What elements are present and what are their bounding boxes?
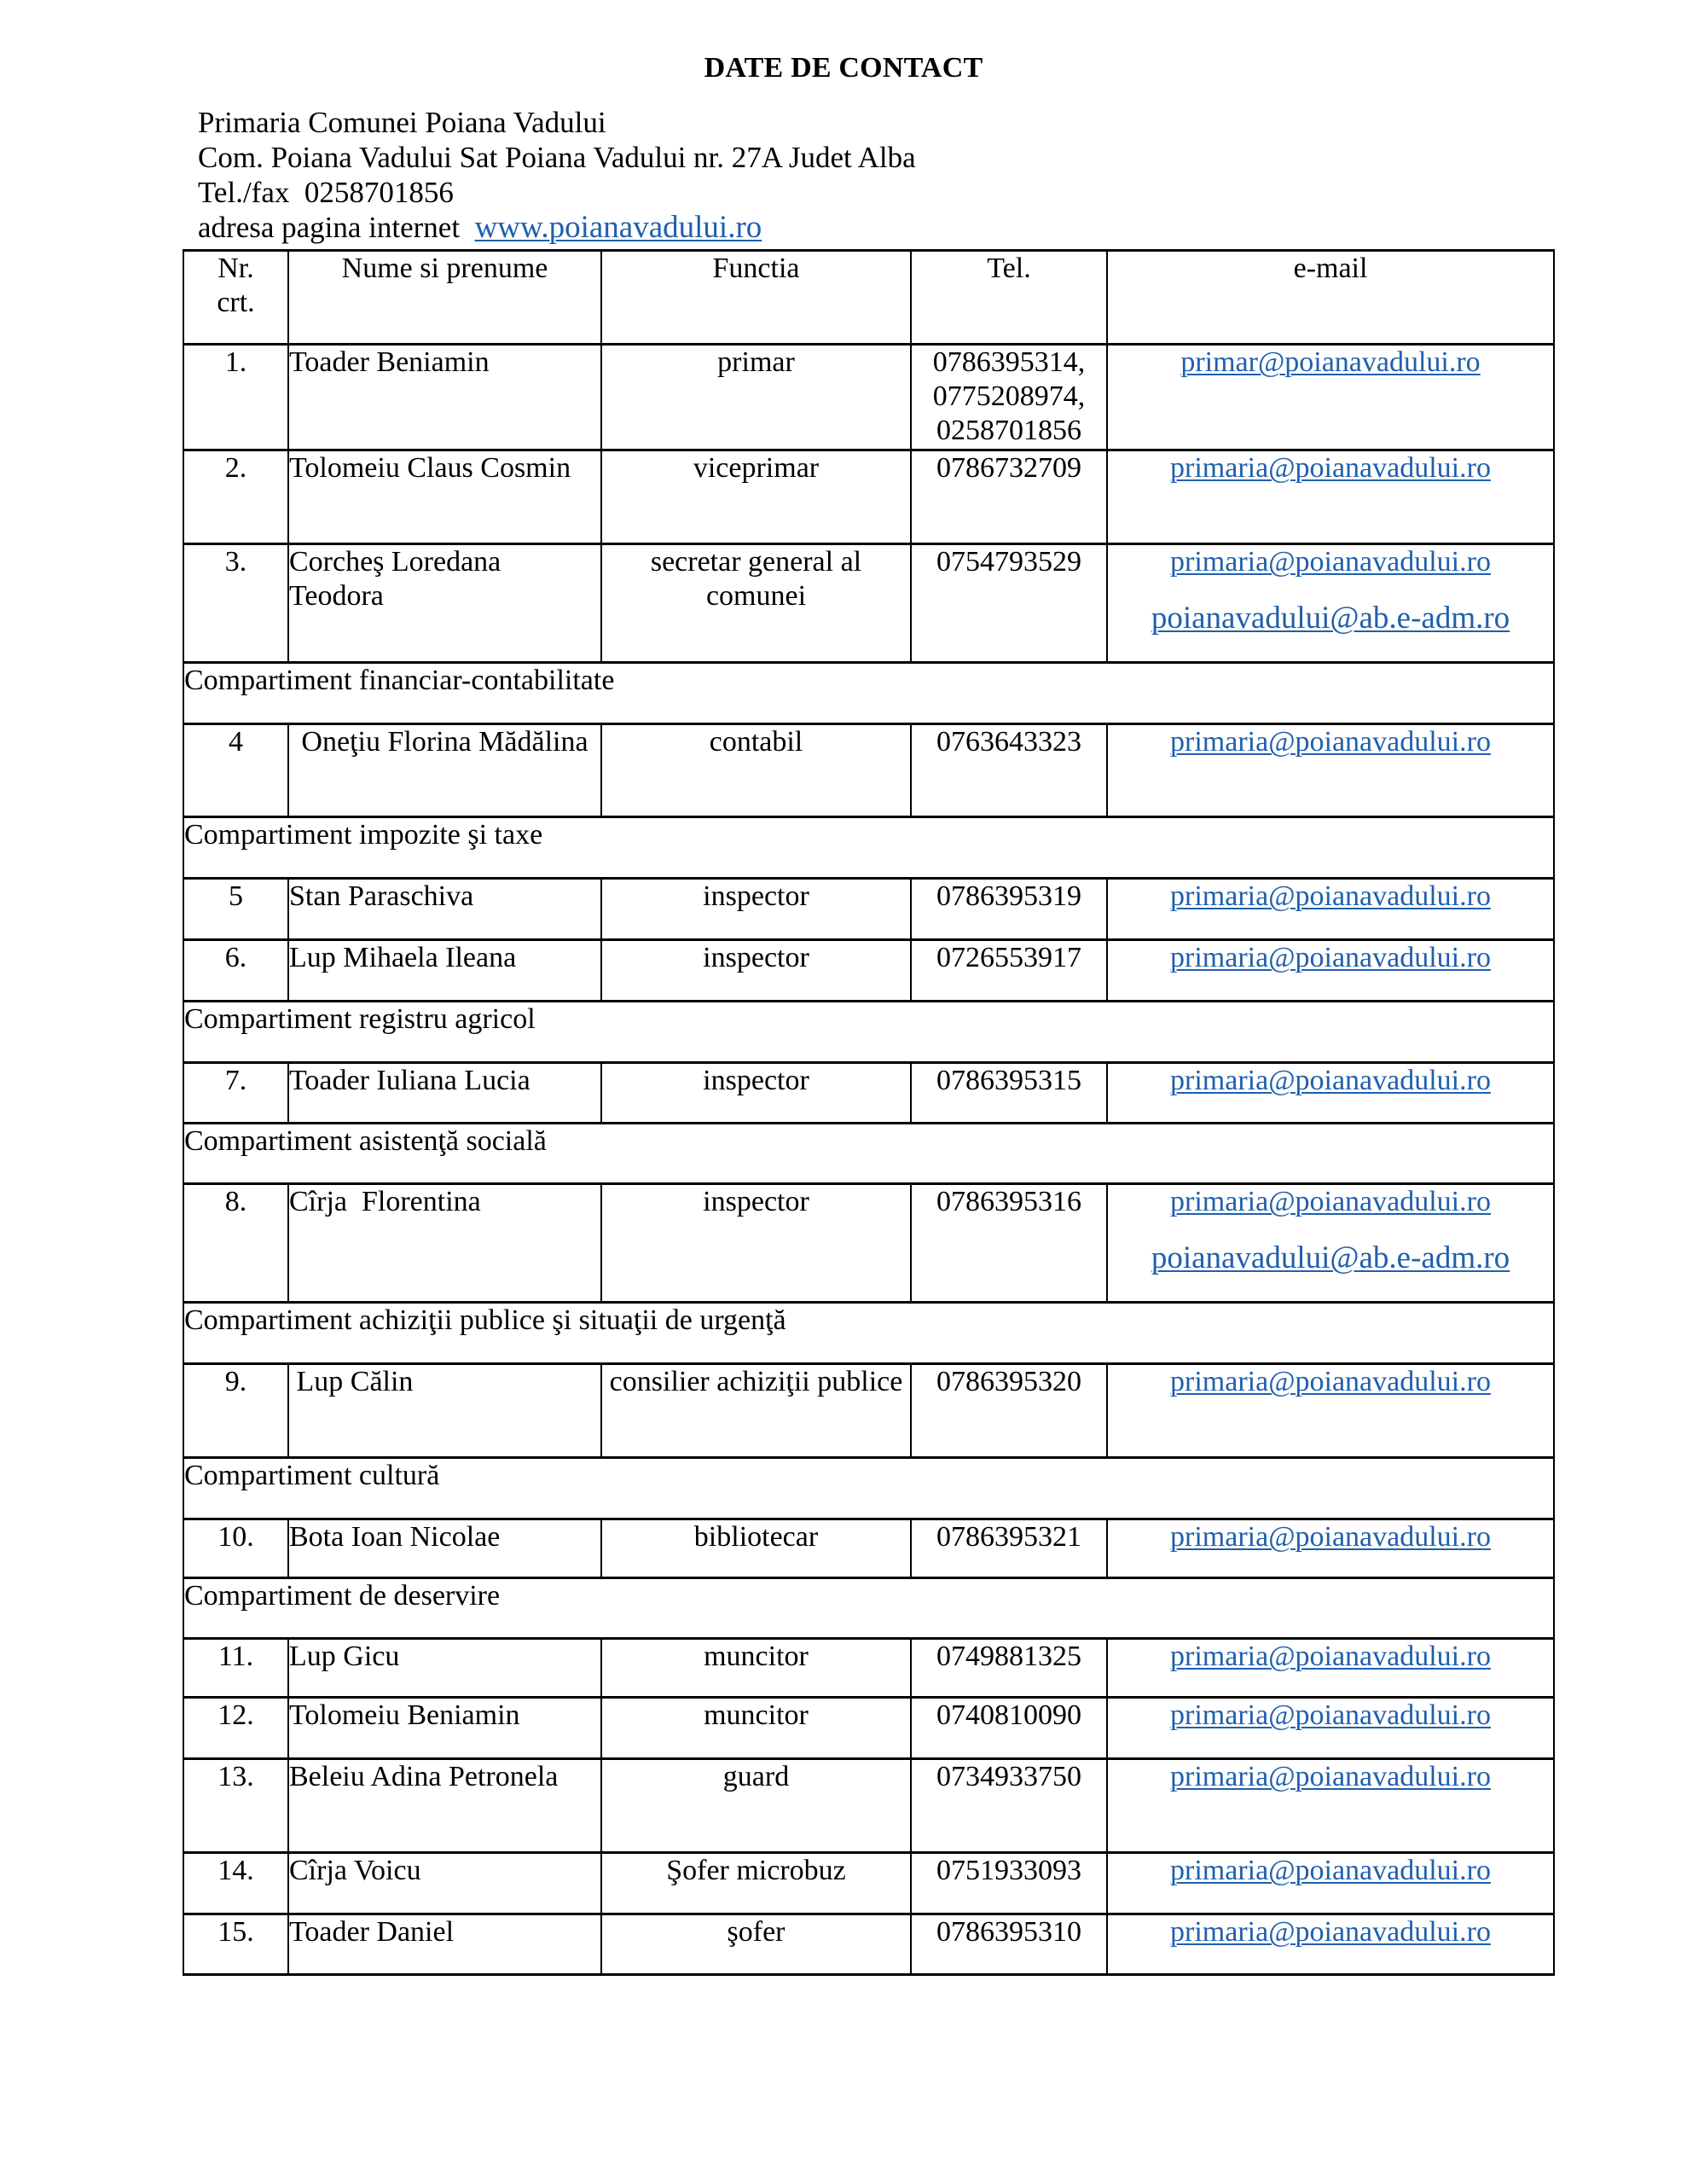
table-header-row [183, 251, 1554, 345]
email-link[interactable]: primar@poianavadului.ro [1180, 346, 1481, 378]
table-row [183, 544, 1554, 663]
row-number: 5 [183, 879, 288, 940]
section-header-row [183, 1458, 1554, 1519]
email-link[interactable]: primaria@poianavadului.ro [1170, 726, 1491, 758]
employee-phone [911, 879, 1107, 940]
employee-phone [911, 940, 1107, 1002]
employee-name: Lup Călin [288, 1364, 601, 1458]
table-row [183, 1184, 1554, 1303]
phone-number: 0726553917 [936, 942, 1081, 973]
employee-email [1107, 1063, 1554, 1124]
email-link[interactable]: primaria@poianavadului.ro [1170, 452, 1491, 484]
employee-function: guard [601, 1759, 911, 1853]
employee-function: contabil [601, 724, 911, 817]
header-email: e-mail [1107, 251, 1554, 345]
table-row [183, 1063, 1554, 1124]
employee-name: Tolomeiu Claus Cosmin [288, 450, 601, 544]
employee-name: Lup Gicu [288, 1639, 601, 1698]
section-header-row [183, 1303, 1554, 1364]
organization-name: Primaria Comunei Poiana Vadului [198, 106, 606, 139]
table-row [183, 1519, 1554, 1578]
email-link[interactable]: primaria@poianavadului.ro [1170, 1855, 1491, 1886]
employee-name: Tolomeiu Beniamin [288, 1698, 601, 1759]
employee-email [1107, 724, 1554, 817]
row-number: 12. [183, 1698, 288, 1759]
section-header-row [183, 817, 1554, 879]
section-header-row [183, 1124, 1554, 1184]
phone-number: 0749881325 [936, 1641, 1081, 1672]
page-title: DATE DE CONTACT [704, 52, 983, 84]
employee-name: Oneţiu Florina Mădălina [288, 724, 601, 817]
header-nr-line2: crt. [217, 287, 255, 318]
table-row [183, 345, 1554, 450]
table-row [183, 1639, 1554, 1698]
employee-phone [911, 345, 1107, 450]
row-number: 6. [183, 940, 288, 1002]
section-header-row [183, 1578, 1554, 1639]
employee-phone [911, 1759, 1107, 1853]
section-title: Compartiment de deservire [183, 1578, 1554, 1639]
phone-number: 0786395310 [936, 1916, 1081, 1948]
email-link[interactable]: primaria@poianavadului.ro [1170, 942, 1491, 973]
employee-function: muncitor [601, 1698, 911, 1759]
employee-email [1107, 1519, 1554, 1578]
header-function: Functia [601, 251, 911, 345]
section-title: Compartiment impozite şi taxe [183, 817, 1554, 879]
employee-name: Corcheş Loredana Teodora [288, 544, 601, 663]
header-nr-line1: Nr. [217, 253, 254, 284]
phone-number: 0751933093 [936, 1855, 1081, 1886]
employee-email [1107, 1364, 1554, 1458]
employee-function: şofer [601, 1914, 911, 1975]
employee-email [1107, 345, 1554, 450]
employee-phone [911, 450, 1107, 544]
row-number: 1. [183, 345, 288, 450]
employee-name: Toader Daniel [288, 1914, 601, 1975]
email-link[interactable]: primaria@poianavadului.ro [1170, 1761, 1491, 1792]
email-link[interactable]: poianavadului@ab.e-adm.ro [1151, 1240, 1510, 1275]
table-row [183, 1914, 1554, 1975]
website-link[interactable]: www.poianavadului.ro [474, 210, 762, 245]
employee-name: Beleiu Adina Petronela [288, 1759, 601, 1853]
row-number: 10. [183, 1519, 288, 1578]
email-link[interactable]: primaria@poianavadului.ro [1170, 546, 1491, 578]
employee-name: Lup Mihaela Ileana [288, 940, 601, 1002]
header-tel: Tel. [911, 251, 1107, 345]
table-row [183, 724, 1554, 817]
employee-email [1107, 1184, 1554, 1303]
email-link[interactable]: poianavadului@ab.e-adm.ro [1151, 601, 1510, 636]
employee-name: Cîrja Voicu [288, 1853, 601, 1914]
email-link[interactable]: primaria@poianavadului.ro [1170, 1366, 1491, 1397]
phone-number: 0754793529 [936, 546, 1081, 578]
employee-phone [911, 1698, 1107, 1759]
phone-number: 0786395316 [936, 1186, 1081, 1217]
employee-phone [911, 1364, 1107, 1458]
row-number: 3. [183, 544, 288, 663]
employee-phone [911, 1184, 1107, 1303]
employee-name: Cîrja Florentina [288, 1184, 601, 1303]
row-number: 11. [183, 1639, 288, 1698]
row-number: 8. [183, 1184, 288, 1303]
phone-number: 0763643323 [936, 726, 1081, 758]
row-number: 4 [183, 724, 288, 817]
table-row [183, 1853, 1554, 1914]
employee-phone [911, 1639, 1107, 1698]
phone-number: 0258701856 [936, 415, 1081, 446]
phone-number: 0740810090 [936, 1699, 1081, 1731]
organization-info [198, 105, 916, 245]
employee-email [1107, 1853, 1554, 1914]
phone-number: 0786732709 [936, 452, 1081, 484]
row-number: 15. [183, 1914, 288, 1975]
section-header-row [183, 1002, 1554, 1063]
email-link[interactable]: primaria@poianavadului.ro [1170, 1065, 1491, 1096]
row-number: 13. [183, 1759, 288, 1853]
table-row [183, 1364, 1554, 1458]
table-row [183, 1759, 1554, 1853]
employee-function: viceprimar [601, 450, 911, 544]
employee-function: consilier achiziţii publice [601, 1364, 911, 1458]
employee-email [1107, 879, 1554, 940]
employee-name: Toader Beniamin [288, 345, 601, 450]
employee-function: bibliotecar [601, 1519, 911, 1578]
employee-email [1107, 940, 1554, 1002]
phone-number: 0734933750 [936, 1761, 1081, 1792]
email-link[interactable]: primaria@poianavadului.ro [1170, 1186, 1491, 1217]
phone-number: 0786395314, [932, 346, 1086, 378]
section-title: Compartiment cultură [183, 1458, 1554, 1519]
employee-email [1107, 1914, 1554, 1975]
employee-phone [911, 1519, 1107, 1578]
employee-phone [911, 1063, 1107, 1124]
website-label: adresa pagina internet [198, 211, 475, 244]
row-number: 2. [183, 450, 288, 544]
email-link[interactable]: primaria@poianavadului.ro [1170, 1641, 1491, 1672]
employee-function: secretar general al comunei [601, 544, 911, 663]
email-link[interactable]: primaria@poianavadului.ro [1170, 880, 1491, 912]
employee-email [1107, 450, 1554, 544]
contacts-table [183, 249, 1555, 1976]
organization-website-line [198, 210, 916, 245]
phone-number: 0786395320 [936, 1366, 1081, 1397]
employee-phone [911, 1914, 1107, 1975]
employee-function: inspector [601, 879, 911, 940]
employee-phone [911, 544, 1107, 663]
employee-function: inspector [601, 1063, 911, 1124]
header-nr [183, 251, 288, 345]
employee-email [1107, 1759, 1554, 1853]
organization-address: Com. Poiana Vadului Sat Poiana Vadului nr. 27A Judet Alba [198, 141, 916, 174]
employee-function: muncitor [601, 1639, 911, 1698]
phone-number: 0786395319 [936, 880, 1081, 912]
section-title: Compartiment registru agricol [183, 1002, 1554, 1063]
employee-name: Bota Ioan Nicolae [288, 1519, 601, 1578]
email-link[interactable]: primaria@poianavadului.ro [1170, 1916, 1491, 1948]
employee-email [1107, 1698, 1554, 1759]
phone-number: 0775208974, [932, 380, 1086, 412]
employee-name: Toader Iuliana Lucia [288, 1063, 601, 1124]
section-title: Compartiment financiar-contabilitate [183, 663, 1554, 724]
table-row [183, 879, 1554, 940]
section-header-row [183, 663, 1554, 724]
table-row [183, 940, 1554, 1002]
table-row [183, 1698, 1554, 1759]
header-name: Nume si prenume [288, 251, 601, 345]
phone-number: 0786395315 [936, 1065, 1081, 1096]
row-number: 14. [183, 1853, 288, 1914]
email-link[interactable]: primaria@poianavadului.ro [1170, 1521, 1491, 1553]
employee-email [1107, 1639, 1554, 1698]
section-title: Compartiment asistenţă socială [183, 1124, 1554, 1184]
employee-function: Şofer microbuz [601, 1853, 911, 1914]
employee-phone [911, 1853, 1107, 1914]
row-number: 7. [183, 1063, 288, 1124]
section-title: Compartiment achiziţii publice şi situaţii de urgenţă [183, 1303, 1554, 1364]
employee-function: primar [601, 345, 911, 450]
employee-name: Stan Paraschiva [288, 879, 601, 940]
employee-function: inspector [601, 1184, 911, 1303]
phone-number: 0786395321 [936, 1521, 1081, 1553]
employee-phone [911, 724, 1107, 817]
employee-email [1107, 544, 1554, 663]
employee-function: inspector [601, 940, 911, 1002]
table-row [183, 450, 1554, 544]
email-link[interactable]: primaria@poianavadului.ro [1170, 1699, 1491, 1731]
organization-phone: Tel./fax 0258701856 [198, 176, 454, 209]
row-number: 9. [183, 1364, 288, 1458]
